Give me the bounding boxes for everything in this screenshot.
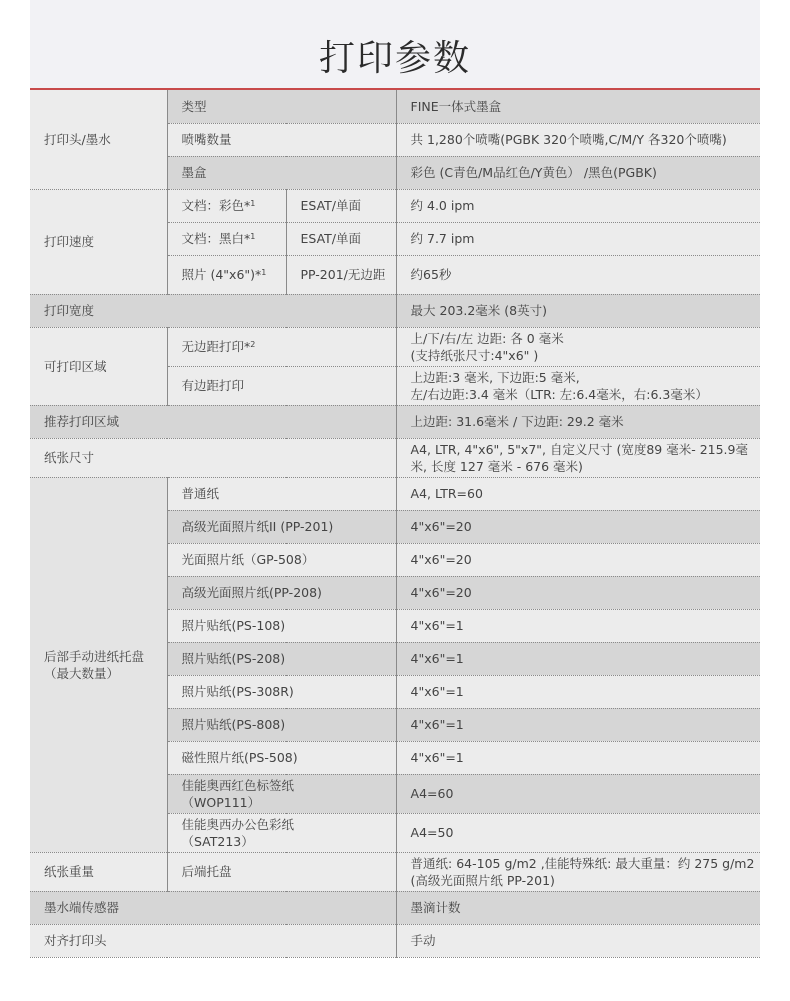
tray-paper-name: 照片贴纸(PS-808) <box>167 708 396 741</box>
table-row <box>30 852 760 891</box>
table-row <box>30 294 760 327</box>
tray-paper-name: 高级光面照片纸(PP-208) <box>167 576 396 609</box>
value-bordered: 上边距:3 毫米, 下边距:5 毫米, 左/右边距:3.4 毫米（LTR: 左:6.4毫米，右:6.3毫米） <box>396 366 760 405</box>
table-row <box>30 189 760 222</box>
tray-paper-name: 普通纸 <box>167 477 396 510</box>
value-ink-sensor: 墨滴计数 <box>396 891 760 924</box>
tray-paper-value: 4"x6"=1 <box>396 708 760 741</box>
tray-paper-name: 照片贴纸(PS-208) <box>167 642 396 675</box>
sub-label-doc-mono: 文档：黑白*$^1$ <box>167 222 286 255</box>
value-doc-mono: 约 7.7 ipm <box>396 222 760 255</box>
tray-paper-name: 佳能奥西办公色彩纸 （SAT213） <box>167 813 396 852</box>
tray-paper-value: 4"x6"=20 <box>396 576 760 609</box>
tray-paper-value: 4"x6"=20 <box>396 510 760 543</box>
spec-label-speed: 打印速度 <box>30 189 167 294</box>
value-doc-color: 约 4.0 ipm <box>396 189 760 222</box>
table-row <box>30 327 760 366</box>
spec-label-head-alignment: 对齐打印头 <box>30 924 396 957</box>
tray-paper-value: 4"x6"=1 <box>396 642 760 675</box>
tray-paper-name: 高级光面照片纸II (PP-201) <box>167 510 396 543</box>
spec-label-paper-weight: 纸张重量 <box>30 852 167 891</box>
table-row <box>30 477 760 510</box>
value-paper-weight: 普通纸: 64-105 g/m2 ,佳能特殊纸: 最大重量：约 275 g/m2 (高级光面照片纸 PP-201) <box>396 852 760 891</box>
sub-label-cartridge: 墨盒 <box>167 156 396 189</box>
tray-paper-name: 照片贴纸(PS-108) <box>167 609 396 642</box>
sub-label-borderless: 无边距打印*$^2$ <box>167 327 396 366</box>
sub-label-doc-color: 文档：彩色*$^1$ <box>167 189 286 222</box>
value-recommended-area: 上边距: 31.6毫米 / 下边距: 29.2 毫米 <box>396 405 760 438</box>
value-photo: 约65秒 <box>396 255 760 294</box>
sub-label-bordered: 有边距打印 <box>167 366 396 405</box>
mode-doc-color: ESAT/单面 <box>286 189 396 222</box>
table-row <box>30 90 760 123</box>
sub-label-photo: 照片 (4"x6")*$^1$ <box>167 255 286 294</box>
tray-paper-value: A4, LTR=60 <box>396 477 760 510</box>
spec-label-width: 打印宽度 <box>30 294 396 327</box>
table-row <box>30 405 760 438</box>
mode-doc-mono: ESAT/单面 <box>286 222 396 255</box>
tray-paper-value: 4"x6"=20 <box>396 543 760 576</box>
tray-paper-value: A4=50 <box>396 813 760 852</box>
value-head-alignment: 手动 <box>396 924 760 957</box>
value-width: 最大 203.2毫米 (8英寸) <box>396 294 760 327</box>
spec-label-paper-size: 纸张尺寸 <box>30 438 396 477</box>
table-row <box>30 438 760 477</box>
spec-label-area: 可打印区域 <box>30 327 167 405</box>
spec-table <box>30 90 760 958</box>
tray-paper-name: 光面照片纸（GP-508） <box>167 543 396 576</box>
value-type: FINE一体式墨盒 <box>396 90 760 123</box>
tray-paper-name: 照片贴纸(PS-308R) <box>167 675 396 708</box>
table-row <box>30 924 760 957</box>
value-cartridge: 彩色 (C青色/M品红色/Y黄色） /黑色(PGBK) <box>396 156 760 189</box>
sub-label-rear-tray: 后端托盘 <box>167 852 396 891</box>
tray-paper-value: 4"x6"=1 <box>396 609 760 642</box>
table-row <box>30 891 760 924</box>
sub-label-nozzle: 喷嘴数量 <box>167 123 396 156</box>
spec-label-recommended-area: 推荐打印区域 <box>30 405 396 438</box>
page-title: 打印参数 <box>318 38 471 79</box>
sub-label-type: 类型 <box>167 90 396 123</box>
tray-paper-value: 4"x6"=1 <box>396 675 760 708</box>
value-nozzle: 共 1,280个喷嘴(PGBK 320个喷嘴,C/M/Y 各320个喷嘴) <box>396 123 760 156</box>
tray-paper-name: 佳能奥西红色标签纸 （WOP111） <box>167 774 396 813</box>
tray-paper-value: 4"x6"=1 <box>396 741 760 774</box>
value-paper-size: A4, LTR, 4"x6", 5"x7", 自定义尺寸 (宽度89 毫米- 215.9毫米, 长度 127 毫米 - 676 毫米) <box>396 438 760 477</box>
value-borderless: 上/下/右/左 边距: 各 0 毫米 (支持纸张尺寸:4"x6" ) <box>396 327 760 366</box>
spec-label-head-ink: 打印头/墨水 <box>30 90 167 189</box>
tray-paper-name: 磁性照片纸(PS-508) <box>167 741 396 774</box>
mode-photo: PP-201/无边距 <box>286 255 396 294</box>
spec-label-ink-sensor: 墨水端传感器 <box>30 891 396 924</box>
tray-paper-value: A4=60 <box>396 774 760 813</box>
spec-label-rear-tray: 后部手动进纸托盘 （最大数量） <box>30 477 167 852</box>
